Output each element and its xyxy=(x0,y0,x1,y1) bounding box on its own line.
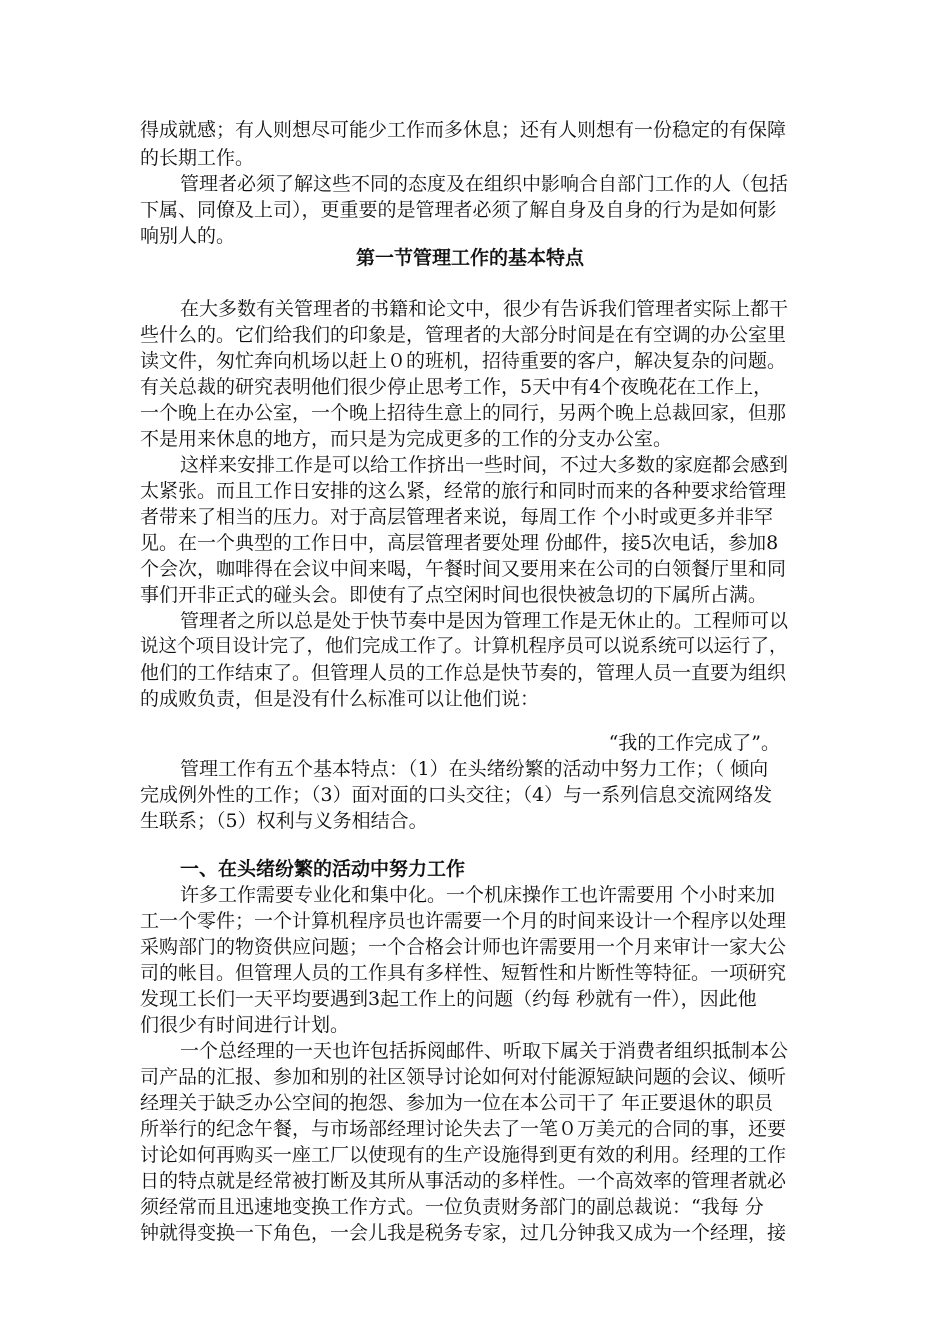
body-text-line: 须经常而且迅速地变换工作方式。一位负责财务部门的副总裁说：“我每 分 xyxy=(140,1196,764,1218)
body-text-line: 他们的工作结束了。但管理人员的工作总是快节奏的，管理人员一直要为组织 xyxy=(140,662,787,684)
body-text-line: 钟就得变换一下角色，一会儿我是税务专家，过几分钟我又成为一个经理，接 xyxy=(140,1222,787,1244)
body-text-line: 司的帐目。但管理人员的工作具有多样性、短暂性和片断性等特征。一项研究 xyxy=(140,962,787,984)
body-text-line: 见。在一个典型的工作日中，高层管理者要处理 份邮件，接5次电话，参加8 xyxy=(140,532,779,554)
paragraph-first-line: 这样来安排工作是可以给工作挤出一些时间，不过大多数的家庭都会感到 xyxy=(180,454,789,476)
body-text-line: 得成就感；有人则想尽可能少工作而多休息；还有人则想有一份稳定的有保障 xyxy=(140,119,787,141)
body-text-line: 讨论如何再购买一座工厂以使现有的生产设施得到更有效的利用。经理的工作 xyxy=(140,1144,787,1166)
body-text-line: 太紧张。而且工作日安排的这么紧，经常的旅行和同时而来的各种要求给管理 xyxy=(140,480,787,502)
body-text-line: 发现工长们一天平均要遇到3起工作上的问题（约每 秒就有一件），因此他 xyxy=(140,988,757,1010)
paragraph-first-line: 管理者之所以总是处于快节奏中是因为管理工作是无休止的。工程师可以 xyxy=(180,610,789,632)
subsection-heading: 一、在头绪纷繁的活动中努力工作 xyxy=(180,858,466,880)
body-text-line: 日的特点就是经常被打断及其所从事活动的多样性。一个高效率的管理者就必 xyxy=(140,1170,787,1192)
body-text-line: 响别人的。 xyxy=(140,225,236,247)
paragraph-first-line: 管理者必须了解这些不同的态度及在组织中影响合自部门工作的人（包括 xyxy=(180,173,789,195)
body-text-line: 有关总裁的研究表明他们很少停止思考工作，5天中有4个夜晚花在工作上， xyxy=(140,376,773,398)
body-text-line: 下属、同僚及上司），更重要的是管理者必须了解自身及自身的行为是如何影 xyxy=(140,199,777,221)
body-text-line: 个会次，咖啡得在会议中间来喝，午餐时间又要用来在公司的白领餐厅里和同 xyxy=(140,558,787,580)
body-text-line: 一个晚上在办公室，一个晚上招待生意上的同行，另两个晚上总裁回家，但那 xyxy=(140,402,787,424)
body-text-line: 司产品的汇报、参加和别的社区领导讨论如何对付能源短缺问题的会议、倾听 xyxy=(140,1066,787,1088)
body-text-line: 所举行的纪念午餐，与市场部经理讨论失去了一笔０万美元的合同的事，还要 xyxy=(140,1118,787,1140)
body-text-line: 不是用来休息的地方，而只是为完成更多的工作的分支办公室。 xyxy=(140,428,673,450)
paragraph-first-line: 一个总经理的一天也许包括拆阅邮件、听取下属关于消费者组织抵制本公 xyxy=(180,1040,789,1062)
body-text-line: 的长期工作。 xyxy=(140,147,255,169)
body-text-line: 生联系；（5）权利与义务相结合。 xyxy=(140,810,428,832)
body-text-line: 经理关于缺乏办公空间的抱怨、参加为一位在本公司干了 年正要退休的职员 xyxy=(140,1092,774,1114)
paragraph-first-line: 管理工作有五个基本特点：（1）在头绪纷繁的活动中努力工作；（ 倾向 xyxy=(180,758,769,780)
body-text-line: 事们开非正式的碰头会。即使有了点空闲时间也很快被急切的下属所占满。 xyxy=(140,584,768,606)
section-title: 第一节管理工作的基本特点 xyxy=(355,247,584,269)
body-text-line: 工一个零件；一个计算机程序员也许需要一个月的时间来设计一个程序以处理 xyxy=(140,910,787,932)
body-text-line: 读文件，匆忙奔向机场以赶上０的班机，招待重要的客户，解决复杂的问题。 xyxy=(140,350,787,372)
body-text-line: 者带来了相当的压力。对于高层管理者来说，每周工作 个小时或更多并非罕 xyxy=(140,506,774,528)
body-text-line: 些什么的。它们给我们的印象是，管理者的大部分时间是在有空调的办公室里 xyxy=(140,324,787,346)
body-text-line: 说这个项目设计完了，他们完成工作了。计算机程序员可以说系统可以运行了， xyxy=(140,636,788,657)
quote-line: “我的工作完成了”。 xyxy=(608,732,780,754)
paragraph-first-line: 在大多数有关管理者的书籍和论文中，很少有告诉我们管理者实际上都干 xyxy=(180,298,789,320)
body-text-line: 完成例外性的工作；（3）面对面的口头交往；（4）与一系列信息交流网络发 xyxy=(140,784,773,806)
body-text-line: 采购部门的物资供应问题；一个合格会计师也许需要用一个月来审计一家大公 xyxy=(140,936,787,958)
paragraph-first-line: 许多工作需要专业化和集中化。一个机床操作工也许需要用 个小时来加 xyxy=(180,884,776,906)
body-text-line: 们很少有时间进行计划。 xyxy=(140,1014,350,1036)
body-text-line: 的成败负责，但是没有什么标准可以让他们说： xyxy=(140,688,540,710)
